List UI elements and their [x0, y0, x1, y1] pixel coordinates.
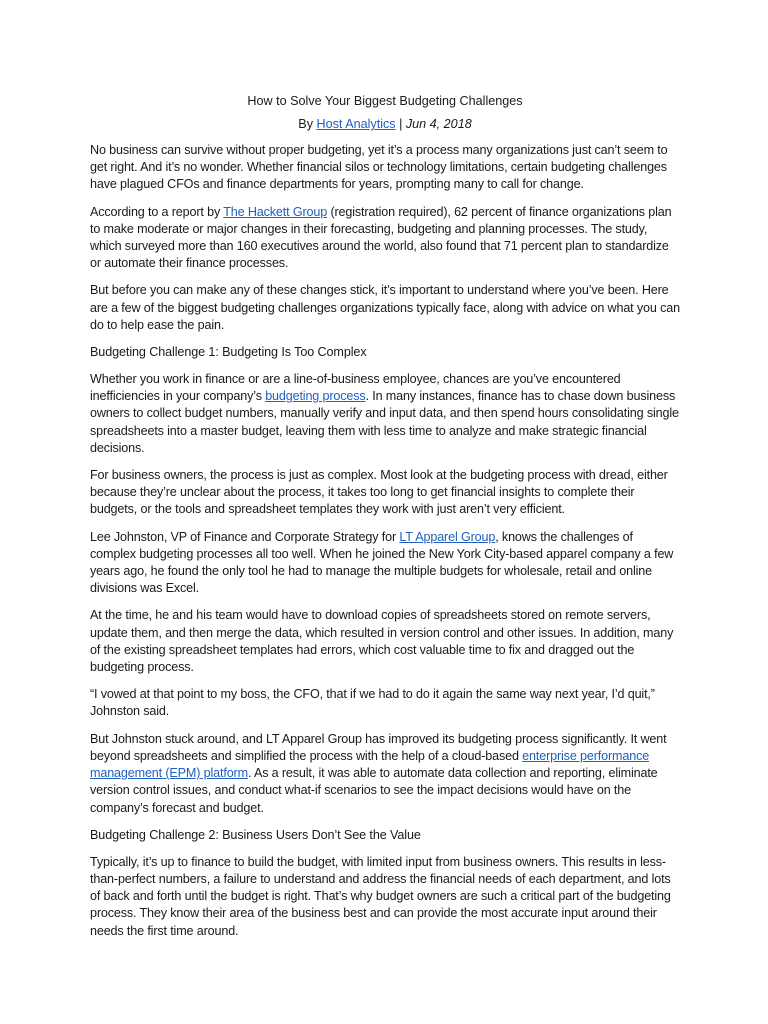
- lt-apparel-group-link[interactable]: LT Apparel Group: [399, 529, 496, 544]
- intro-p2-text-after: (registration required), 62 percent of finance organizations plan to make moderate or major changes in their forecasting, budgeting and planning processes. The study, which surveyed more than 160 executives around the world, also found that 71 percent plan to standardize or automate their finance processes.: [90, 204, 672, 271]
- challenge-1-heading: Budgeting Challenge 1: Budgeting Is Too Complex: [90, 345, 367, 360]
- budgeting-process-link[interactable]: budgeting process: [265, 389, 366, 404]
- article-title: How to Solve Your Biggest Budgeting Challenges: [247, 94, 523, 108]
- challenge-2-heading: Budgeting Challenge 2: Business Users Don’t See the Value: [90, 827, 421, 842]
- byline: [90, 116, 680, 132]
- challenge-1-paragraph-1: [90, 371, 680, 457]
- intro-p2-text-before: According to a report by: [90, 204, 224, 219]
- challenge-1-paragraph-2: For business owners, the process is just as complex. Most look at the budgeting process with dread, either because they’re unclear about the process, it takes too long to get financial insights to complete their budgets, or the tools and spreadsheet templates they work with just aren’t very efficient.: [90, 468, 668, 517]
- c1p1-text-before: Whether you work in finance or are a line-of-business employee, chances are you’ve encountered inefficiencies in your company’s: [90, 372, 621, 404]
- challenge-1-paragraph-4: At the time, he and his team would have to download copies of spreadsheets stored on remote servers, update them, and then merge the data, which resulted in version control and other issues. In addition, many of the existing spreadsheet templates had errors, which cost valuable time to fix and dragged out the budgeting process.: [90, 608, 674, 675]
- challenge-1-paragraph-3: [90, 529, 680, 598]
- byline-by: By: [298, 117, 317, 131]
- publish-date: Jun 4, 2018: [405, 117, 472, 131]
- challenge-2-paragraph-1: Typically, it’s up to finance to build the budget, with limited input from business owners. This results in less-than-perfect numbers, a failure to understand and address the financial needs of each department, and lots of back and forth until the budget is right. That’s why budget owners are such a critical part of the budgeting process. They know their area of the business best and can provide the most accurate input around their needs the first time around.: [90, 854, 671, 938]
- c1p6-text-before: But Johnston stuck around, and LT Apparel Group has improved its budgeting process significantly. It went beyond spreadsheets and simplified the process with the help of a cloud-based: [90, 731, 667, 763]
- epm-platform-link[interactable]: enterprise performance management (EPM) platform: [90, 748, 650, 781]
- author-link[interactable]: Host Analytics: [316, 117, 396, 131]
- c1p3-text-after: , knows the challenges of complex budgeting processes all too well. When he joined the New York City-based apparel company a few years ago, he found the only tool he had to manage the multiple budgets for wholesale, retail and online divisions was Excel.: [90, 529, 674, 596]
- intro-paragraph-3: But before you can make any of these changes stick, it’s important to understand where you’ve been. Here are a few of the biggest budgeting challenges organizations typically face, along with advice on what you can do to help ease the pain.: [90, 283, 680, 332]
- c1p6-text-after: . As a result, it was able to automate data collection and reporting, eliminate version control issues, and conduct what-if scenarios to see the impact decisions would have on the company’s forecast and budget.: [90, 766, 658, 815]
- c1p3-text-before: Lee Johnston, VP of Finance and Corporate Strategy for: [90, 529, 400, 544]
- intro-paragraph-2: [90, 204, 680, 273]
- byline-separator: |: [395, 117, 406, 131]
- hackett-group-link[interactable]: The Hackett Group: [223, 204, 328, 219]
- challenge-1-quote: “I vowed at that point to my boss, the CFO, that if we had to do it again the same way next year, I’d quit,” Johnston said.: [90, 687, 655, 719]
- intro-paragraph-1: No business can survive without proper budgeting, yet it’s a process many organizations just can’t seem to get right. And it’s no wonder. Whether financial silos or technology limitations, certain budgeting challenges have plagued CFOs and finance departments for years, prompting many to call for change.: [90, 143, 668, 192]
- c1p1-text-after: . In many instances, finance has to chase down business owners to collect budget numbers, manually verify and input data, and then spend hours consolidating single spreadsheets into a master budget, leaving them with less time to analyze and make strategic financial decisions.: [90, 389, 679, 455]
- challenge-1-paragraph-6: [90, 731, 680, 817]
